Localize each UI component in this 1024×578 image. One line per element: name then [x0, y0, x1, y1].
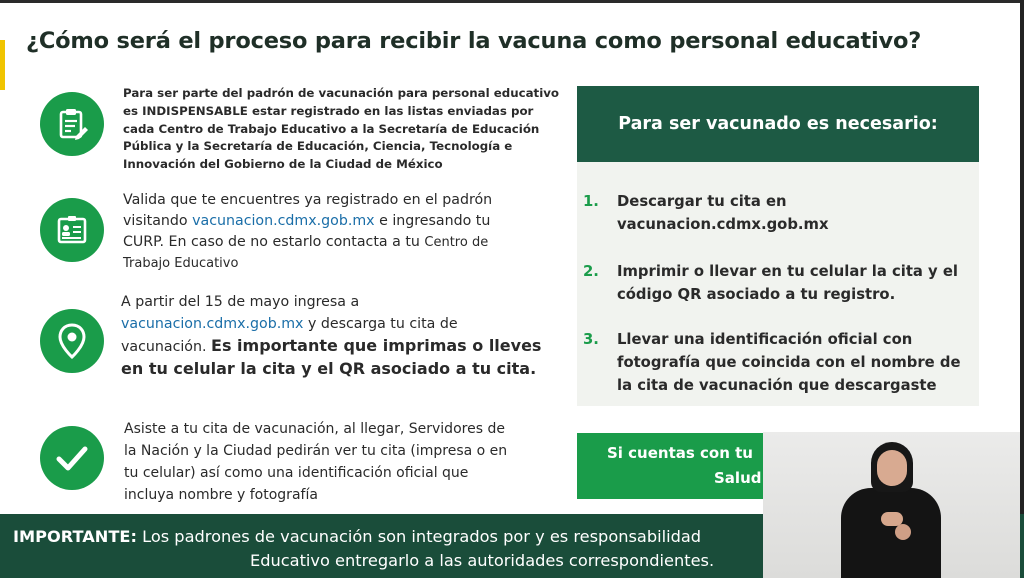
step-2-text-fragment: Centro de	[424, 235, 489, 250]
requirement-line: Llevar una identificación oficial con	[617, 331, 913, 348]
screen-top-edge	[0, 0, 1024, 3]
sign-language-interpreter-video	[763, 432, 1020, 578]
requirement-line: código QR asociado a tu registro.	[617, 286, 896, 303]
step-2-line	[123, 211, 492, 232]
requirement-text	[617, 190, 829, 236]
step-1-line: cada Centro de Trabajo Educativo a la Secretaría de Educación	[123, 121, 540, 136]
requirement-number: 2.	[583, 263, 599, 280]
requirement-text	[617, 260, 958, 306]
step-2-line	[123, 232, 492, 253]
step-1-line: Para ser parte del padrón de vacunación para personal educativo	[123, 86, 560, 100]
step-3-line	[121, 335, 541, 358]
interpreter-hand	[895, 524, 911, 540]
step-3-text-fragment: vacunación.	[121, 339, 212, 355]
step-4-text	[124, 418, 507, 506]
step-3-line: en tu celular la cita y el QR asociado a tu cita.	[121, 359, 537, 378]
banner-line: Educativo entregarlo a las autoridades correspondientes.	[250, 551, 715, 570]
checkmark-icon	[40, 426, 104, 490]
yellow-accent-bar	[0, 40, 5, 90]
step-1-line: es INDISPENSABLE estar registrado en las listas enviadas por	[123, 103, 534, 118]
banner-line	[13, 527, 701, 546]
id-card-icon	[40, 198, 104, 262]
clipboard-edit-icon	[40, 92, 104, 156]
vacunacion-link[interactable]: vacunacion.cdmx.gob.mx	[121, 316, 304, 332]
callout-line: Si cuentas con tu	[607, 444, 753, 462]
location-pin-icon	[40, 309, 104, 373]
step-1-text	[123, 85, 559, 174]
step-1-line: Innovación del Gobierno de la Ciudad de México	[123, 157, 443, 172]
step-4-line: la Nación y la Ciudad pedirán ver tu cita (impresa o en	[124, 443, 508, 459]
step-4-line: Asiste a tu cita de vacunación, al llegar, Servidores de	[124, 421, 505, 437]
requirement-text	[617, 328, 961, 397]
step-3-text-fragment: y descarga tu cita de	[303, 316, 458, 332]
requirement-line: vacunacion.cdmx.gob.mx	[617, 216, 829, 233]
requirements-panel-header: Para ser vacunado es necesario:	[577, 86, 979, 162]
banner-text: Los padrones de vacunación son integrados por y es responsabilidad	[136, 527, 702, 546]
requirement-line: Imprimir o llevar en tu celular la cita y el	[617, 263, 958, 280]
step-4-line: incluya nombre y fotografía	[124, 487, 318, 503]
screen-right-edge	[1020, 0, 1024, 578]
step-2-line: Trabajo Educativo	[123, 256, 239, 271]
interpreter-face	[877, 450, 907, 486]
step-3-text	[121, 291, 541, 380]
step-2-text-fragment: CURP. En caso de no estarlo contacta a tu	[123, 234, 425, 250]
requirement-line: Descargar tu cita en	[617, 193, 787, 210]
interpreter-body	[841, 488, 941, 578]
requirement-line: la cita de vacunación que descargaste	[617, 377, 937, 394]
vacunacion-link[interactable]: vacunacion.cdmx.gob.mx	[192, 213, 375, 229]
step-2-text	[123, 190, 492, 274]
callout-line: Salud	[714, 469, 762, 487]
step-2-line: Valida que te encuentres ya registrado en el padrón	[123, 192, 493, 208]
step-4-line: tu celular) así como una identificación oficial que	[124, 465, 469, 481]
step-3-emphasis: Es importante que imprimas o lleves	[211, 336, 542, 355]
step-2-text-fragment: visitando	[123, 213, 193, 229]
requirement-line: fotografía que coincida con el nombre de	[617, 354, 961, 371]
page-title: ¿Cómo será el proceso para recibir la vacuna como personal educativo?	[26, 28, 922, 54]
step-3-line: A partir del 15 de mayo ingresa a	[121, 294, 360, 310]
requirement-number: 3.	[583, 331, 599, 348]
step-2-text-fragment: e ingresando tu	[374, 213, 491, 229]
requirement-number: 1.	[583, 193, 599, 210]
step-3-line	[121, 313, 541, 335]
banner-label: IMPORTANTE:	[13, 527, 137, 546]
step-1-line: Pública y la Secretaría de Educación, Ciencia, Tecnología e	[123, 139, 513, 154]
